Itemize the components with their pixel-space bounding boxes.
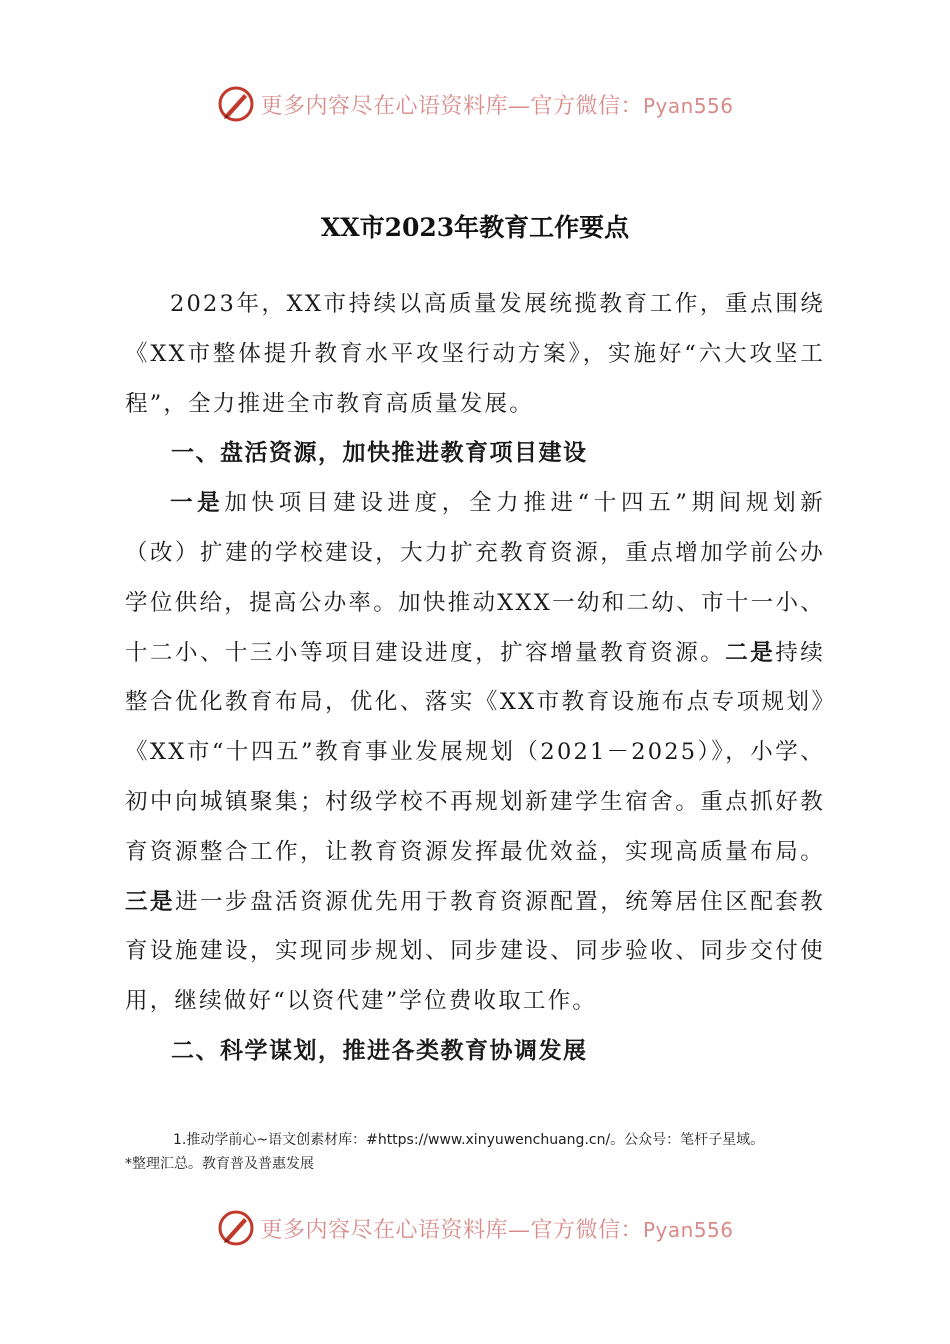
footnote <box>125 1128 845 1176</box>
point-one-text: 加快项目建设进度，全力推进“十四五”期间规划新（改）扩建的学校建设，大力扩充教育资源，重点增加学前公办学位供给，提高公办率。加快推动XXX一幼和二幼、市十一小、十二小、十三小等项目建设进度，扩容增量教育资源。 <box>125 490 825 666</box>
footnote-line-2: *整理汇总。教育普及普惠发展 <box>125 1156 314 1172</box>
pen-logo-icon <box>216 84 256 124</box>
banner-wechat: Pyan556 <box>643 93 734 118</box>
point-two-text: 持续整合优化教育布局，优化、落实《XX市教育设施布点专项规划》《XX市“十四五”教育事业发展规划（2021－2025）》，小学、初中向城镇聚集；村级学校不再规划新建学生宿舍。重点抓好教育资源整合工作，让教育资源发挥最优效益，实现高质量布局。 <box>125 639 825 865</box>
intro-paragraph: 2023年，XX市持续以高质量发展统揽教育工作，重点围绕《XX市整体提升教育水平攻坚行动方案》，实施好“六大攻坚工程”，全力推进全市教育高质量发展。 <box>125 291 825 417</box>
header-watermark-banner <box>0 84 950 124</box>
section1-paragraph <box>125 479 825 1027</box>
pen-logo-icon <box>216 1208 256 1248</box>
banner-wechat: Pyan556 <box>643 1217 734 1242</box>
footer-watermark-banner <box>0 1208 950 1248</box>
lead-one: 一是 <box>170 490 225 517</box>
section-heading-2: 二、科学谋划，推进各类教育协调发展 <box>171 1037 588 1064</box>
document-body <box>125 280 825 1077</box>
document-title: XX市2023年教育工作要点 <box>320 213 630 242</box>
footnote-line-1: 1.推动学前心~语文创素材库：#https://www.xinyuwenchuang.cn/。公众号：笔杆子星域。 <box>173 1132 765 1148</box>
point-three-text: 进一步盘活资源优先用于教育资源配置，统筹居住区配套教育设施建设，实现同步规划、同步建设、同步验收、同步交付使用，继续做好“以资代建”学位费收取工作。 <box>125 888 826 1015</box>
banner-text: 更多内容尽在心语资料库—官方微信：Pyan556 <box>260 1217 734 1243</box>
lead-three: 三是 <box>125 888 176 915</box>
section-heading-1: 一、盘活资源，加快推进教育项目建设 <box>171 440 588 467</box>
banner-text: 更多内容尽在心语资料库—官方微信：Pyan556 <box>260 93 734 119</box>
lead-two: 二是 <box>725 639 776 666</box>
